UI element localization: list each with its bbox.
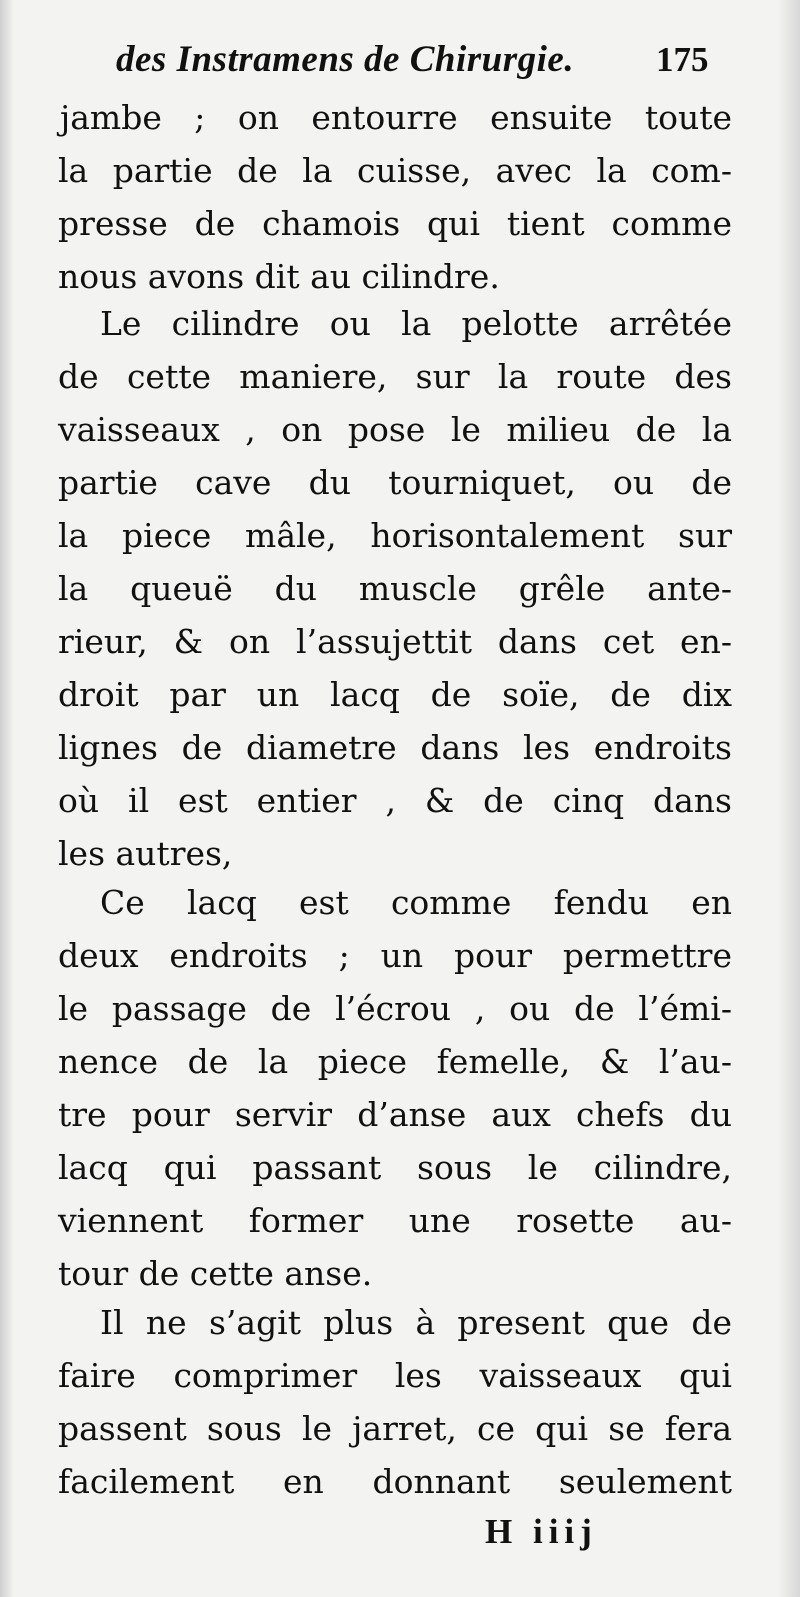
text-line: tre pour servir d’anse aux chefs du xyxy=(58,1095,732,1134)
text-line: où il est entier , & de cinq dans xyxy=(58,781,732,820)
text-line: nence de la piece femelle, & l’au- xyxy=(58,1042,732,1081)
text-line: Ce lacq est comme fendu en xyxy=(100,883,732,922)
text-line: Il ne s’agit plus à present que de xyxy=(100,1303,732,1342)
text-line: lignes de diametre dans les endroits xyxy=(58,728,732,767)
running-title: des Instramens de Chirurgie. xyxy=(116,39,575,80)
text-line: faire comprimer les vaisseaux qui xyxy=(58,1356,732,1395)
text-line: le passage de l’écrou , ou de l’émi- xyxy=(58,989,732,1028)
text-line: Le cilindre ou la pelotte arrêtée xyxy=(100,304,732,343)
text-line: presse de chamois qui tient comme xyxy=(58,204,732,243)
text-line: viennent former une rosette au- xyxy=(58,1201,732,1240)
text-line: de cette maniere, sur la route des xyxy=(58,357,732,396)
text-line: droit par un lacq de soïe, de dix xyxy=(58,675,732,714)
text-line: tour de cette anse. xyxy=(58,1254,373,1293)
page-number: 175 xyxy=(656,40,709,79)
text-line: vaisseaux , on pose le milieu de la xyxy=(58,410,732,449)
text-line: jambe ; on entourre ensuite toute xyxy=(60,98,732,137)
text-line: nous avons dit au cilindre. xyxy=(58,257,500,296)
page-header xyxy=(116,38,766,98)
text-line: la piece mâle, horisontalement sur xyxy=(58,516,732,555)
text-line: partie cave du tourniquet, ou de xyxy=(58,463,732,502)
text-line: deux endroits ; un pour permettre xyxy=(58,936,732,975)
text-line: les autres, xyxy=(58,834,233,873)
text-line: passent sous le jarret, ce qui se fera xyxy=(58,1409,732,1448)
signature-mark: H iiij xyxy=(485,1512,598,1551)
text-line: lacq qui passant sous le cilindre, xyxy=(58,1148,732,1187)
text-line: la partie de la cuisse, avec la com- xyxy=(58,151,732,190)
text-line: facilement en donnant seulement xyxy=(58,1462,732,1501)
text-line: la queuë du muscle grêle ante- xyxy=(58,569,732,608)
text-line: rieur, & on l’assujettit dans cet en- xyxy=(58,622,732,661)
